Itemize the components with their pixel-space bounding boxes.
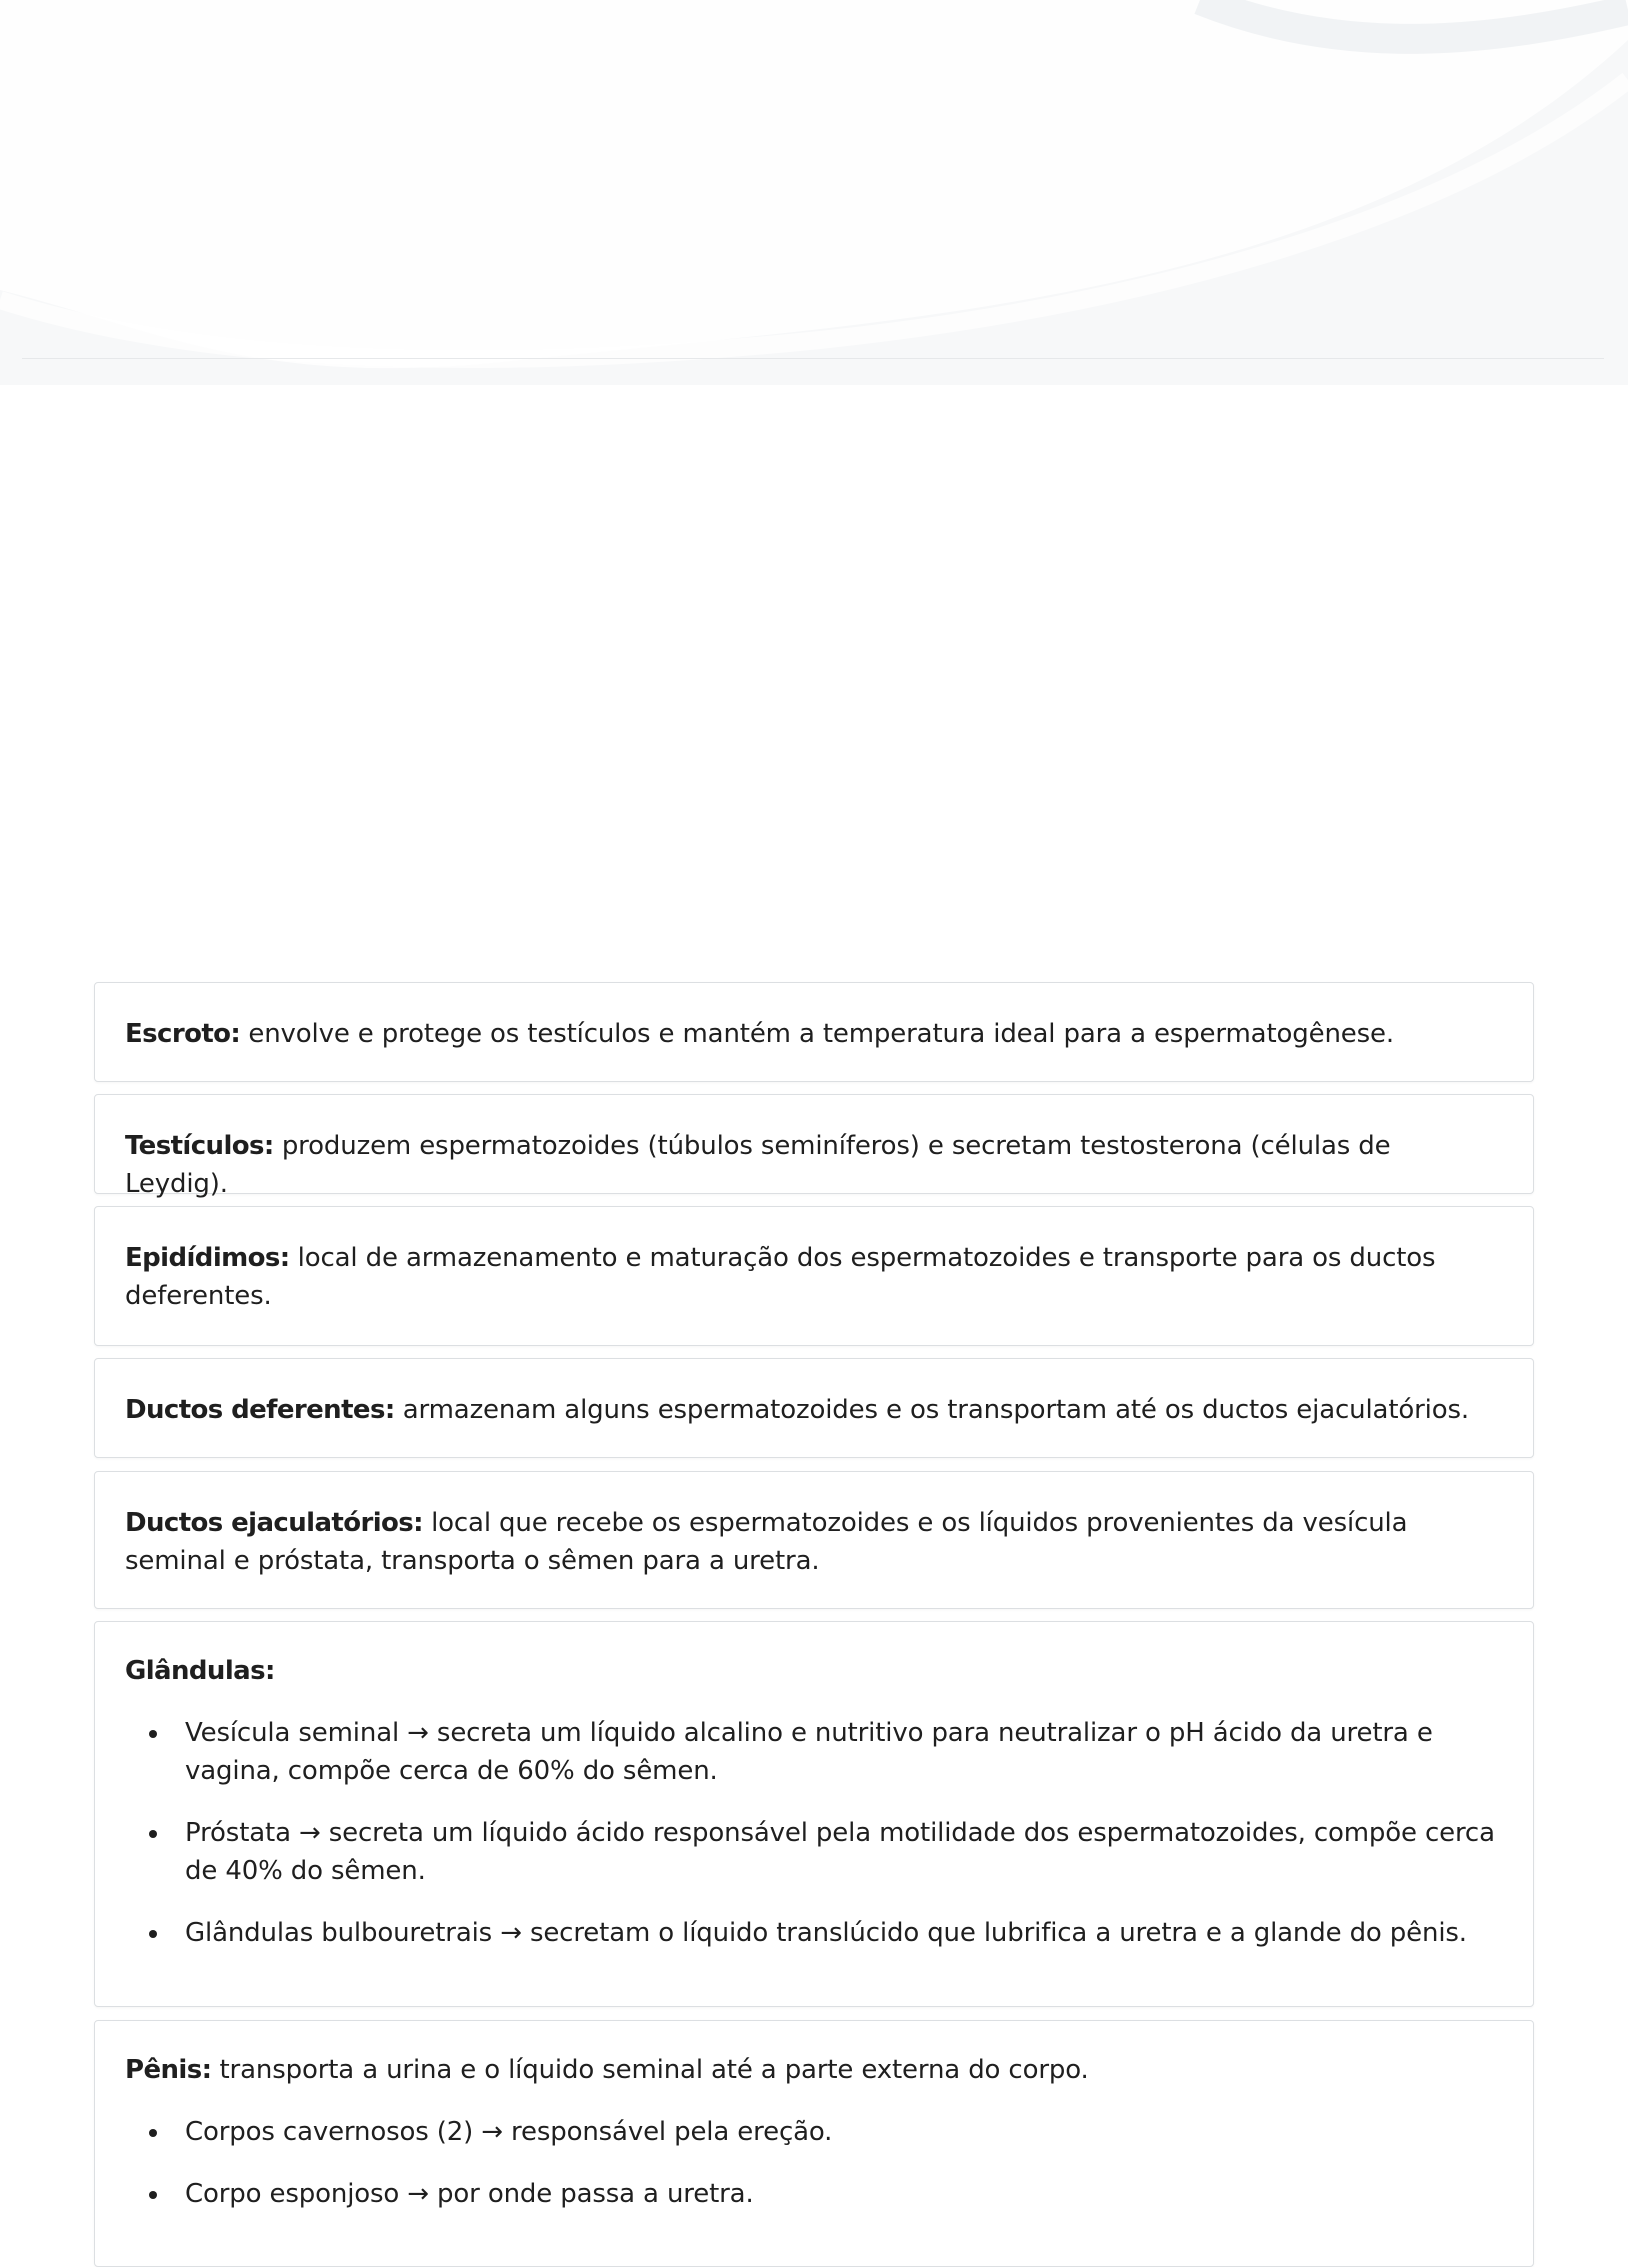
gland-list [125,1714,1503,1952]
definition-body: armazenam alguns espermatozoides e os transportam até os ductos ejaculatórios. [394,1395,1470,1425]
definition-card-ductos-ejaculatorios [94,1471,1534,1609]
bullet-icon [149,1930,157,1938]
definition-text [125,1239,1493,1315]
list-item-text: Glândulas bulbouretrais → secretam o líquido translúcido que lubrifica a uretra e a glande do pênis. [185,1918,1467,1948]
definition-body: produzem espermatozoides (túbulos seminíferos) e secretam testosterona (células de Leydig). [125,1131,1391,1199]
definition-term: Ductos deferentes: [125,1395,395,1425]
definition-term: Ductos ejaculatórios: [125,1508,423,1538]
list-item [125,1814,1503,1890]
definition-text [125,1504,1493,1580]
list-item [125,2113,1503,2151]
bullet-icon [149,1830,157,1838]
definition-body: envolve e protege os testículos e mantém a temperatura ideal para a espermatogênese. [240,1019,1394,1049]
bullet-icon [149,2191,157,2199]
definition-body: local que recebe os espermatozoides e os líquidos provenientes da vesícula seminal e próstata, transporta o sêmen para a uretra. [125,1508,1408,1576]
definition-text [125,1127,1493,1203]
definition-text [125,1015,1493,1053]
definition-card-penis [94,2020,1534,2267]
definition-term: Testículos: [125,1131,274,1161]
definition-card-escroto [94,982,1534,1082]
penis-structure-list [125,2113,1503,2213]
header-divider [22,358,1604,359]
definition-term: Pênis: [125,2055,212,2085]
definition-text [125,1652,1493,1690]
definition-card-epididimos [94,1206,1534,1346]
definition-text [125,1391,1493,1429]
definition-text [125,2051,1493,2089]
list-item-text: Vesícula seminal → secreta um líquido alcalino e nutritivo para neutralizar o pH ácido da uretra e vagina, compõe cerca de 60% do sêmen. [185,1718,1433,1786]
header-wave-decoration [0,0,1628,385]
definition-body: local de armazenamento e maturação dos espermatozoides e transporte para os ductos deferentes. [125,1243,1436,1311]
definition-term: Glândulas: [125,1656,275,1686]
definition-term: Escroto: [125,1019,241,1049]
list-item-text: Próstata → secreta um líquido ácido responsável pela motilidade dos espermatozoides, compõe cerca de 40% do sêmen. [185,1818,1495,1886]
list-item [125,1914,1503,1952]
list-item-text: Corpo esponjoso → por onde passa a uretra. [185,2179,754,2209]
bullet-icon [149,2129,157,2137]
header-banner [0,0,1628,385]
definition-card-glandulas [94,1621,1534,2007]
bullet-icon [149,1730,157,1738]
list-item [125,2175,1503,2213]
list-item [125,1714,1503,1790]
definition-card-testiculos [94,1094,1534,1199]
list-item-text: Corpos cavernosos (2) → responsável pela ereção. [185,2117,833,2147]
definition-term: Epidídimos: [125,1243,290,1273]
definition-card-ductos-deferentes [94,1358,1534,1458]
definition-body: transporta a urina e o líquido seminal até a parte externa do corpo. [211,2055,1089,2085]
